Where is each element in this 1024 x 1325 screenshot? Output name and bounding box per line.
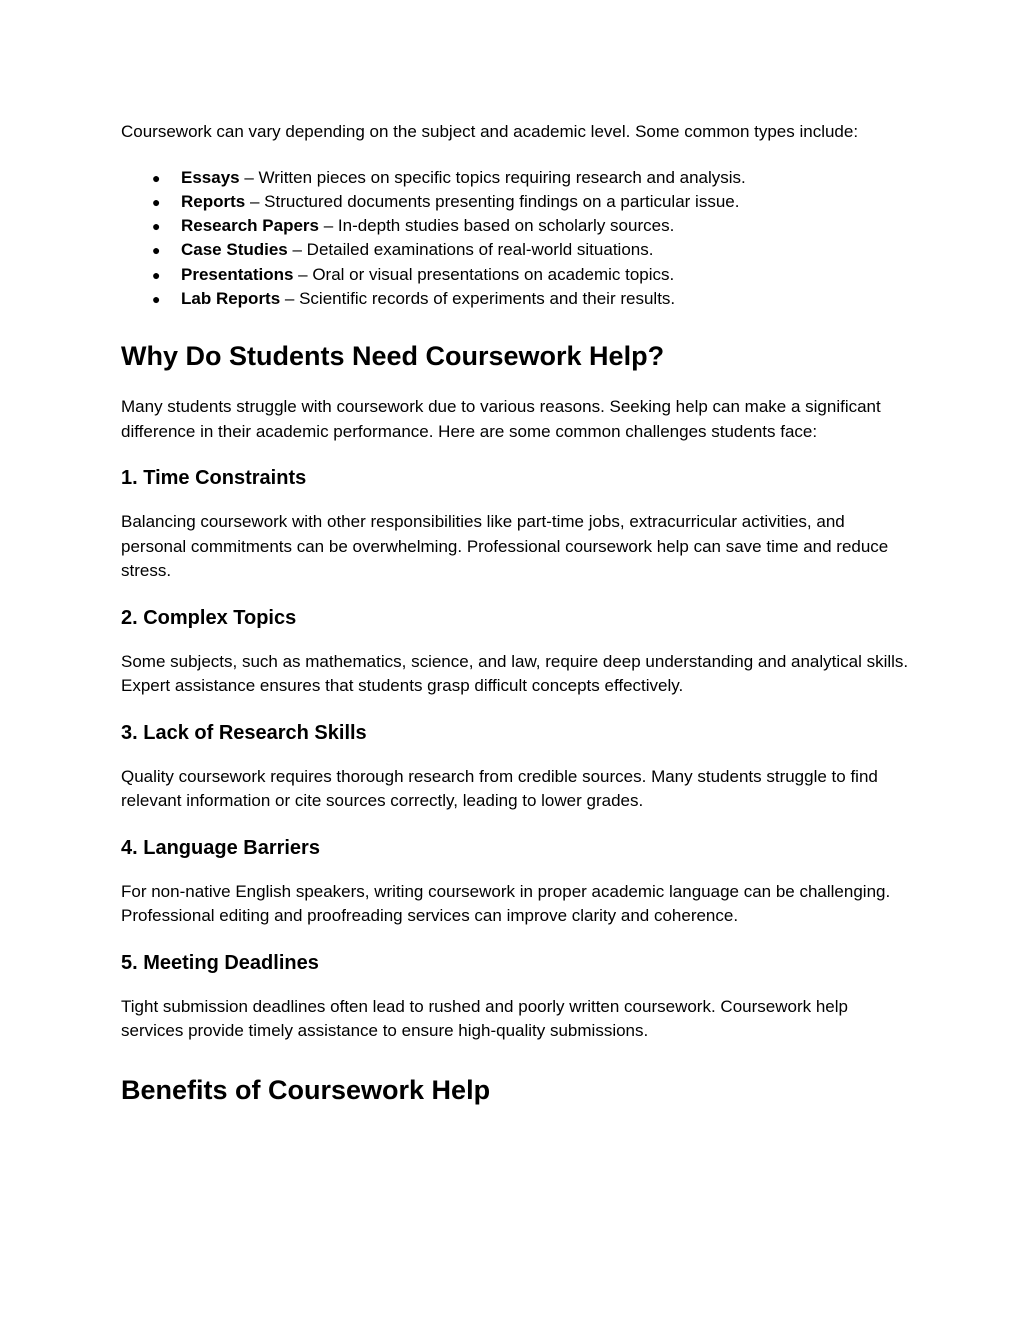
challenge-section [121,465,911,584]
list-item-desc: – Structured documents presenting findings on a particular issue. [245,191,740,211]
list-item [121,263,911,287]
challenge-section [121,950,911,1044]
document-page [121,120,911,1107]
bullet-icon: ● [152,290,161,307]
challenge-heading: 1. Time Constraints [121,467,307,490]
list-item-term: Research Papers [181,216,319,236]
why-heading: Why Do Students Need Coursework Help? [121,341,665,372]
bullet-icon: ● [152,218,161,235]
list-item-desc: – In-depth studies based on scholarly sources. [318,216,675,236]
challenge-section [121,720,911,814]
benefits-heading: Benefits of Coursework Help [121,1074,491,1105]
list-item-desc: – Written pieces on specific topics requiring research and analysis. [239,167,746,187]
list-item-term: Essays [181,167,240,187]
bullet-icon: ● [152,169,161,186]
challenge-section [121,835,911,929]
list-item-term: Lab Reports [181,288,281,308]
list-item [121,287,911,311]
list-item [121,214,911,238]
list-item-desc: – Oral or visual presentations on academic topics. [293,264,675,284]
challenge-body: For non-native English speakers, writing coursework in proper academic language can be challenging. Professional editing and proofreading services can improve clarity and coherence. [121,881,891,926]
challenge-body: Some subjects, such as mathematics, science, and law, require deep understanding and analytical skills. Expert assistance ensures that students grasp difficult concepts effectively. [121,651,909,696]
challenge-heading: 3. Lack of Research Skills [121,721,367,744]
list-item [121,238,911,262]
bullet-icon: ● [152,193,161,210]
challenge-heading: 2. Complex Topics [121,606,297,629]
challenge-body: Tight submission deadlines often lead to rushed and poorly written coursework. Coursework help services provide timely assistance to ensure high-quality submissions. [121,996,848,1041]
challenge-section [121,605,911,699]
why-intro-paragraph: Many students struggle with coursework due to various reasons. Seeking help can make a significant difference in their academic performance. Here are some common challenges students face: [121,397,881,441]
list-item [121,190,911,214]
coursework-types-list [121,166,911,312]
challenge-heading: 5. Meeting Deadlines [121,951,319,974]
intro-paragraph: Coursework can vary depending on the subject and academic level. Some common types include: [121,122,859,141]
challenge-heading: 4. Language Barriers [121,836,320,859]
challenge-body: Quality coursework requires thorough research from credible sources. Many students struggle to find relevant information or cite sources correctly, leading to lower grades. [121,766,878,811]
list-item-desc: – Detailed examinations of real-world situations. [287,240,654,260]
list-item-term: Presentations [181,264,294,284]
bullet-icon: ● [152,242,161,259]
list-item-term: Case Studies [181,240,288,260]
list-item [121,166,911,190]
list-item-term: Reports [181,191,246,211]
bullet-icon: ● [152,266,161,283]
challenge-body: Balancing coursework with other responsibilities like part-time jobs, extracurricular activities, and personal commitments can be overwhelming. Professional coursework help can save time and reduce stress. [121,512,889,581]
list-item-desc: – Scientific records of experiments and their results. [280,288,676,308]
